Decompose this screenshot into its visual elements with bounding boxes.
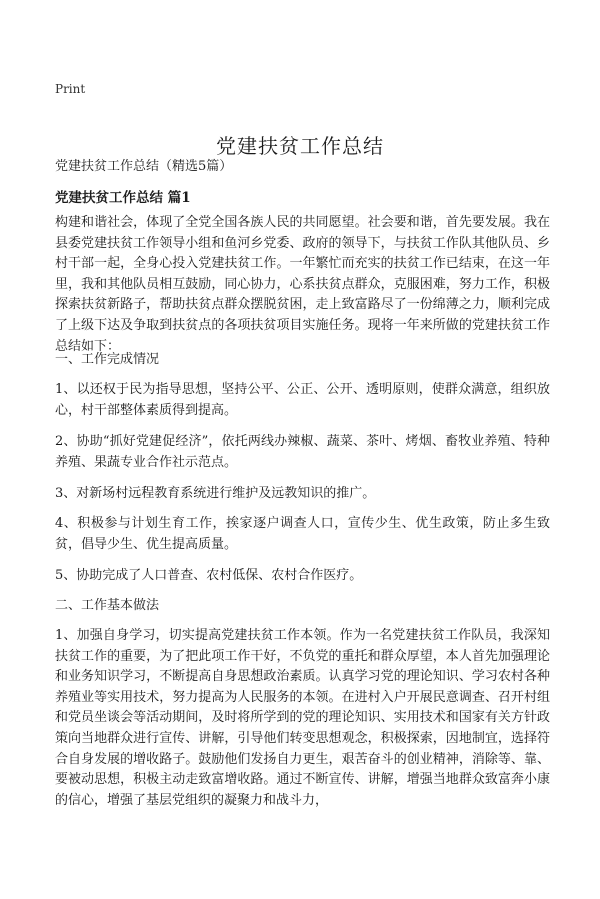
- heading-work-completion: 一、工作完成情况: [55, 352, 160, 367]
- list-item: 4、积极参与计划生育工作，挨家逐户调查人口，宣传少生、优生政策，防止多生致贫，倡导少生、优生提高质量。: [55, 516, 550, 552]
- list-item: 1、以还权于民为指导思想，坚持公平、公正、公开、透明原则，使群众满意，组织放心，村干部整体素质得到提高。: [55, 382, 550, 418]
- document-title: 党建扶贫工作总结: [216, 134, 384, 159]
- section-heading: 党建扶贫工作总结 篇1: [55, 190, 191, 206]
- intro-paragraph: 构建和谐社会，体现了全党全国各族人民的共同愿望。社会要和谐，首先要发展。我在县委党建扶贫工作领导小组和鱼河乡党委、政府的领导下，与扶贫工作队其他队员、乡村干部一起，全身心投入党建扶贫工作。一年繁忙而充实的扶贫工作已结束，在这一年里，我和其他队员相互鼓励，同心协力，心系扶贫点群众，克服困难，努力工作，积极探索扶贫新路子，帮助扶贫点群众摆脱贫困，走上致富路尽了一份绵薄之力，顺利完成了上级下达及争取到扶贫点的各项扶贫项目实施任务。现将一年来所做的党建扶贫工作总结如下：: [55, 215, 550, 354]
- list-item: 2、协助“抓好党建促经济”，依托两线办辣椒、蔬菜、茶叶、烤烟、畜牧业养殖、特种养殖、果蔬专业合作社示范点。: [55, 434, 550, 470]
- heading-basic-methods: 二、工作基本做法: [55, 598, 160, 613]
- print-label: Print: [55, 82, 86, 96]
- document-subtitle: 党建扶贫工作总结（精选5篇）: [55, 159, 233, 174]
- list-item: 3、对新场村远程教育系统进行维护及远教知识的推广。: [55, 486, 376, 501]
- method-paragraph: 1、加强自身学习，切实提高党建扶贫工作本领。作为一名党建扶贫工作队员，我深知扶贫工作的重要，为了把此项工作干好，不负党的重托和群众厚望，本人首先加强理论和业务知识学习，不断提高自身思想政治素质。认真学习党的理论知识、学习农村各种养殖业等实用技术，努力提高为人民服务的本领。在进村入户开展民意调查、召开村组和党员坐谈会等活动期间，及时将所学到的党的理论知识、实用技术和国家有关方针政策向当地群众进行宣传、讲解，引导他们转变思想观念，积极探索，因地制宜，选择符合自身发展的增收路子。鼓励他们发扬自力更生，艰苦奋斗的创业精神，消除等、靠、要被动思想，积极主动走致富增收路。通过不断宣传、讲解，增强当地群众致富奔小康的信心，增强了基层党组织的凝聚力和战斗力，: [55, 628, 550, 808]
- list-item: 5、协助完成了人口普查、农村低保、农村合作医疗。: [55, 568, 363, 583]
